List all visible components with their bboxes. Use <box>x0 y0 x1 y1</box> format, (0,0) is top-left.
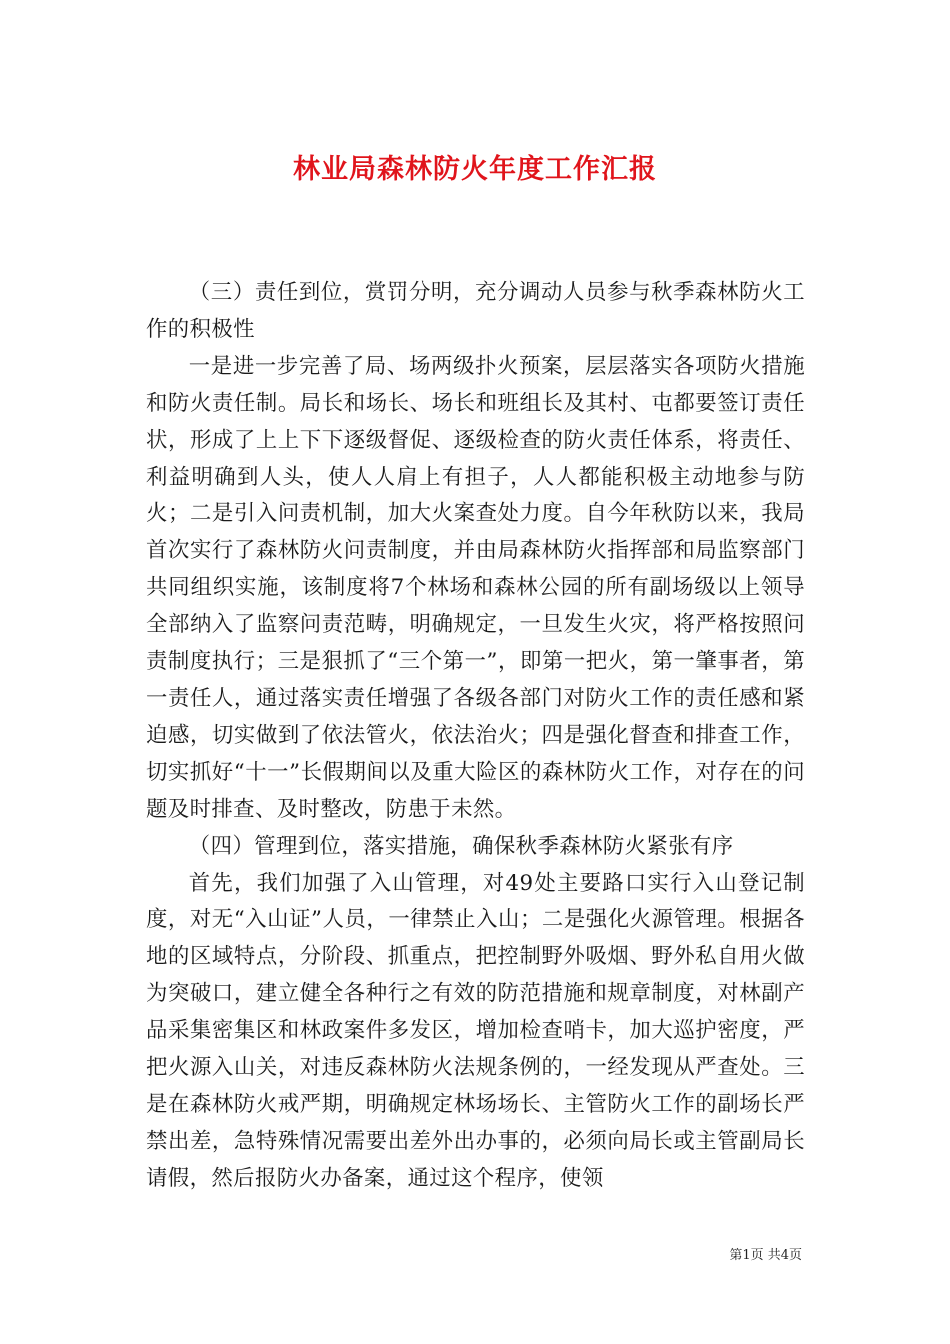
body-paragraph: 一是进一步完善了局、场两级扑火预案，层层落实各项防火措施和防火责任制。局长和场长、场长和班组长及其村、屯都要签订责任状，形成了上上下下逐级督促、逐级检查的防火责任体系，将责任、利益明确到人头，使人人肩上有担子，人人都能积极主动地参与防火；二是引入问责机制，加大火案查处力度。自今年秋防以来，我局首次实行了森林防火问责制度，并由局森林防火指挥部和局监察部门共同组织实施，该制度将7个林场和森林公园的所有副场级以上领导全部纳入了监察问责范畴，明确规定，一旦发生火灾，将严格按照问责制度执行；三是狠抓了“三个第一”，即第一把火，第一肇事者，第一责任人，通过落实责任增强了各级各部门对防火工作的责任感和紧迫感，切实做到了依法管火，依法治火；四是强化督查和排查工作，切实抓好“十一”长假期间以及重大险区的森林防火工作，对存在的问题及时排查、及时整改，防患于未然。 <box>146 353 805 822</box>
page-number: 第1页 共4页 <box>729 1248 802 1263</box>
document-body <box>146 275 805 1198</box>
section-heading-4: （四）管理到位，落实措施，确保秋季森林防火紧张有序 <box>188 833 734 859</box>
document-title: 林业局森林防火年度工作汇报 <box>293 154 657 186</box>
body-paragraph: 首先，我们加强了入山管理，对49处主要路口实行入山登记制度，对无“入山证”人员，一律禁止入山；二是强化火源管理。根据各地的区域特点，分阶段、抓重点，把控制野外吸烟、野外私自用火做为突破口，建立健全各种行之有效的防范措施和规章制度，对林副产品采集密集区和林政案件多发区，增加检查哨卡，加大巡护密度，严把火源入山关，对违反森林防火法规条例的，一经发现从严查处。三是在森林防火戒严期，明确规定林场场长、主管防火工作的副场长严禁出差，急特殊情况需要出差外出办事的，必须向局长或主管副局长请假，然后报防火办备案，通过这个程序，使领 <box>146 870 805 1191</box>
section-heading-3: （三）责任到位，赏罚分明，充分调动人员参与秋季森林防火工作的积极性 <box>146 280 805 342</box>
